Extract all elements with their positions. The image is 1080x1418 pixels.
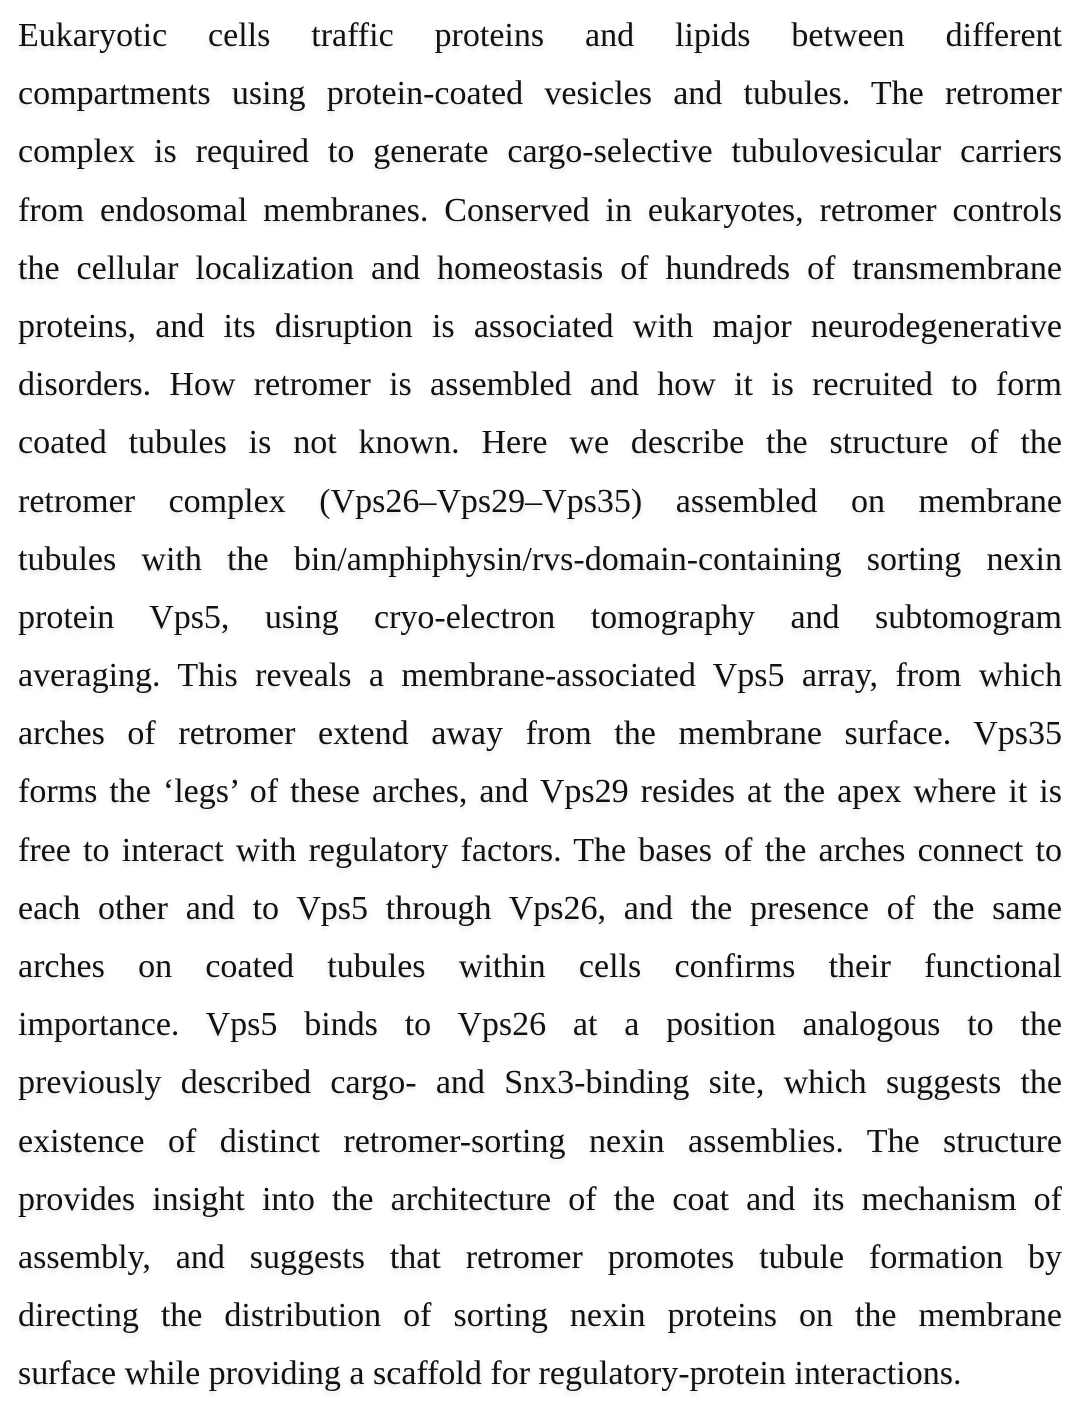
- text-line: tubules with the bin/amphiphysin/rvs-domain-containing sorting nexin: [18, 540, 1062, 578]
- text-line: averaging. This reveals a membrane-associated Vps5 array, from which: [18, 657, 1062, 695]
- text-line: the cellular localization and homeostasis of hundreds of transmembrane: [18, 249, 1062, 287]
- text-line: complex is required to generate cargo-selective tubulovesicular carriers: [18, 133, 1062, 171]
- text-line: directing the distribution of sorting nexin proteins on the membrane: [18, 1297, 1062, 1335]
- text-line: each other and to Vps5 through Vps26, and the presence of the same: [18, 889, 1062, 927]
- text-line: importance. Vps5 binds to Vps26 at a position analogous to the: [18, 1006, 1062, 1044]
- text-line: coated tubules is not known. Here we describe the structure of the: [18, 424, 1062, 462]
- text-line: assembly, and suggests that retromer promotes tubule formation by: [18, 1238, 1062, 1276]
- text-line: Eukaryotic cells traffic proteins and lipids between different: [18, 17, 1062, 54]
- text-line: free to interact with regulatory factors. The bases of the arches connect to: [18, 831, 1062, 869]
- text-line: arches on coated tubules within cells confirms their functional: [18, 948, 1062, 985]
- text-line: existence of distinct retromer-sorting nexin assemblies. The structure: [18, 1122, 1062, 1160]
- text-line: retromer complex (Vps26–Vps29–Vps35) assembled on membrane: [18, 482, 1062, 520]
- text-line: arches of retromer extend away from the membrane surface. Vps35: [18, 715, 1062, 753]
- text-line: disorders. How retromer is assembled and how it is recruited to form: [18, 366, 1062, 404]
- text-line: proteins, and its disruption is associated with major neurodegenerative: [18, 307, 1062, 345]
- abstract-paragraph: [18, 12, 1062, 1409]
- text-line: protein Vps5, using cryo-electron tomography and subtomogram: [18, 598, 1062, 636]
- text-line-last: surface while providing a scaffold for regulatory-protein interactions.: [18, 1355, 962, 1393]
- text-line: from endosomal membranes. Conserved in eukaryotes, retromer controls: [18, 191, 1062, 229]
- text-line: forms the ‘legs’ of these arches, and Vps29 resides at the apex where it is: [18, 773, 1062, 811]
- text-line: previously described cargo- and Snx3-binding site, which suggests the: [18, 1064, 1062, 1102]
- text-line: compartments using protein-coated vesicles and tubules. The retromer: [18, 75, 1062, 113]
- text-line: provides insight into the architecture of the coat and its mechanism of: [18, 1180, 1062, 1218]
